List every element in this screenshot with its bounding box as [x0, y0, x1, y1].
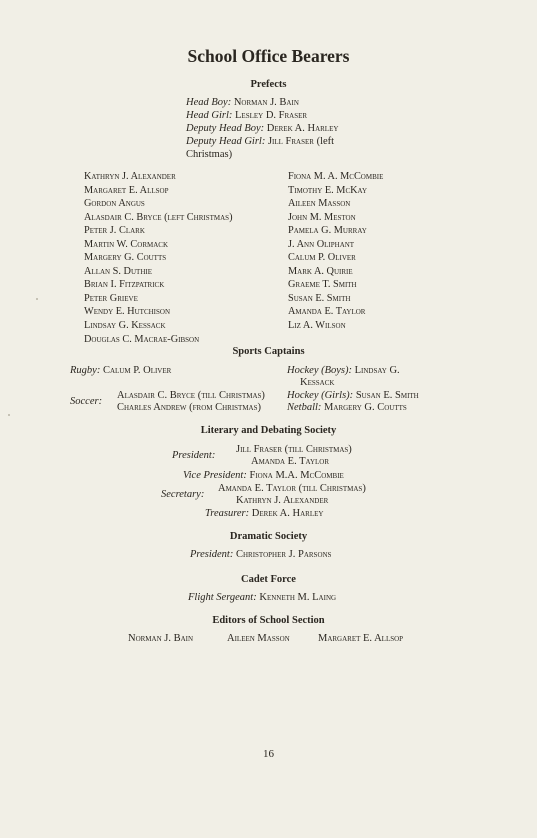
page-title: School Office Bearers [187, 46, 350, 66]
soccer-name-2: Charles Andrew (from Christmas) [117, 402, 262, 413]
treasurer-name: Derek A. Harley [251, 508, 324, 519]
dramatic-president-name: Christopher J. Parsons [235, 549, 332, 560]
vice-president-role: Vice President: [183, 470, 247, 481]
dramatic-president-line [190, 548, 331, 561]
prefect-left-item: Kathryn J. Alexander [84, 171, 176, 182]
prefect-left-item: Peter Grieve [84, 292, 138, 304]
prefects-right-column [288, 171, 383, 334]
prefect-left-item: Alasdair C. Bryce (left Christmas) [84, 211, 233, 223]
netball-role: Netball: [287, 402, 322, 413]
prefect-right-item: Susan E. Smith [288, 292, 351, 304]
sports-heading: Sports Captains [232, 346, 305, 357]
prefect-left-item: Allan S. Duthie [84, 265, 152, 277]
head-girl-name: Lesley D. Fraser [235, 110, 308, 121]
secretary-name-1: Amanda E. Taylor (till Christmas) [218, 483, 366, 494]
prefect-right-item: Amanda E. Taylor [288, 306, 366, 318]
editor-name-3: Margaret E. Allsop [318, 633, 404, 644]
head-girl-line [186, 109, 307, 122]
prefect-right-item: Mark A. Quirie [288, 265, 353, 277]
prefect-right-item: Timothy E. McKay [288, 184, 368, 196]
editor-name-2: Aileen Masson [227, 633, 290, 644]
flight-sergeant-line [188, 591, 336, 604]
secretary-role: Secretary: [161, 489, 205, 500]
prefect-left-item: Lindsay G. Kessack [84, 320, 166, 332]
editors-heading: Editors of School Section [212, 615, 325, 626]
deputy-head-girl-line [186, 135, 334, 148]
hockey-girls-name: Susan E. Smith [355, 390, 419, 401]
secretary-name-2: Kathryn J. Alexander [236, 495, 329, 506]
netball-line [287, 401, 407, 414]
soccer-role: Soccer: [70, 396, 103, 407]
editor-name-1: Norman J. Bain [128, 633, 194, 644]
prefect-left-item: Gordon Angus [84, 198, 145, 210]
vice-president-line [183, 469, 344, 482]
prefects-left-column [84, 171, 233, 347]
rugby-name: Calum P. Oliver [102, 365, 172, 376]
lit-president-name-1: Jill Fraser (till Christmas) [236, 444, 352, 455]
treasurer-role: Treasurer: [205, 508, 250, 519]
hockey-boys-name-1: Lindsay G. [354, 365, 400, 376]
rugby-line [70, 364, 171, 377]
deputy-head-girl-name: Jill Fraser [267, 136, 314, 147]
page-number: 16 [263, 748, 274, 760]
flight-sergeant-name: Kenneth M. Laing [259, 592, 337, 603]
prefect-left-item: Wendy E. Hutchison [84, 306, 170, 318]
literary-heading: Literary and Debating Society [200, 425, 337, 436]
netball-name: Margery G. Coutts [324, 402, 407, 413]
hockey-girls-role: Hockey (Girls): [287, 390, 354, 401]
prefect-left-item: Douglas C. Macrae-Gibson [84, 333, 200, 345]
hockey-boys-name-2: Kessack [300, 377, 335, 388]
lit-president-role: President: [172, 450, 216, 461]
print-speck [8, 414, 10, 416]
prefect-left-item: Peter J. Clark [84, 225, 145, 237]
prefect-right-item: Pamela G. Murray [288, 225, 367, 237]
treasurer-line [205, 507, 323, 520]
hockey-boys-role: Hockey (Boys): [287, 365, 352, 376]
print-speck [36, 298, 38, 300]
prefect-right-item: Aileen Masson [288, 198, 351, 210]
prefect-left-item: Martin W. Cormack [84, 238, 169, 250]
prefect-left-item: Margaret E. Allsop [84, 184, 169, 196]
deputy-head-girl-note-2: Christmas) [186, 149, 233, 160]
prefect-right-item: Graeme T. Smith [288, 279, 357, 291]
prefect-left-item: Margery G. Coutts [84, 252, 167, 264]
head-boy-name: Norman J. Bain [233, 97, 299, 108]
prefect-left-item: Brian I. Fitzpatrick [84, 279, 165, 291]
prefects-heading: Prefects [250, 79, 287, 90]
prefect-right-item: Fiona M. A. McCombie [288, 171, 384, 182]
prefect-right-item: Liz A. Wilson [288, 320, 346, 332]
deputy-head-boy-line [186, 122, 338, 135]
rugby-role: Rugby: [70, 365, 101, 376]
soccer-name-1: Alasdair C. Bryce (till Christmas) [117, 390, 265, 401]
deputy-head-boy-name: Derek A. Harley [266, 123, 339, 134]
vice-president-name: Fiona M.A. McCombie [249, 470, 344, 481]
head-boy-line [186, 96, 299, 109]
head-boy-role: Head Boy: [186, 97, 232, 108]
deputy-head-girl-role: Deputy Head Girl: [186, 136, 266, 147]
dramatic-president-role: President: [190, 549, 234, 560]
prefect-right-item: Calum P. Oliver [288, 252, 356, 264]
deputy-head-girl-note-1: (left [316, 136, 335, 147]
lit-president-name-2: Amanda E. Taylor [251, 456, 330, 467]
head-girl-role: Head Girl: [186, 110, 233, 121]
deputy-head-boy-role: Deputy Head Boy: [186, 123, 265, 134]
cadet-heading: Cadet Force [241, 574, 296, 585]
flight-sergeant-role: Flight Sergeant: [188, 592, 257, 603]
prefect-right-item: J. Ann Oliphant [288, 238, 355, 250]
dramatic-heading: Dramatic Society [229, 531, 308, 542]
prefect-right-item: John M. Meston [288, 211, 356, 223]
